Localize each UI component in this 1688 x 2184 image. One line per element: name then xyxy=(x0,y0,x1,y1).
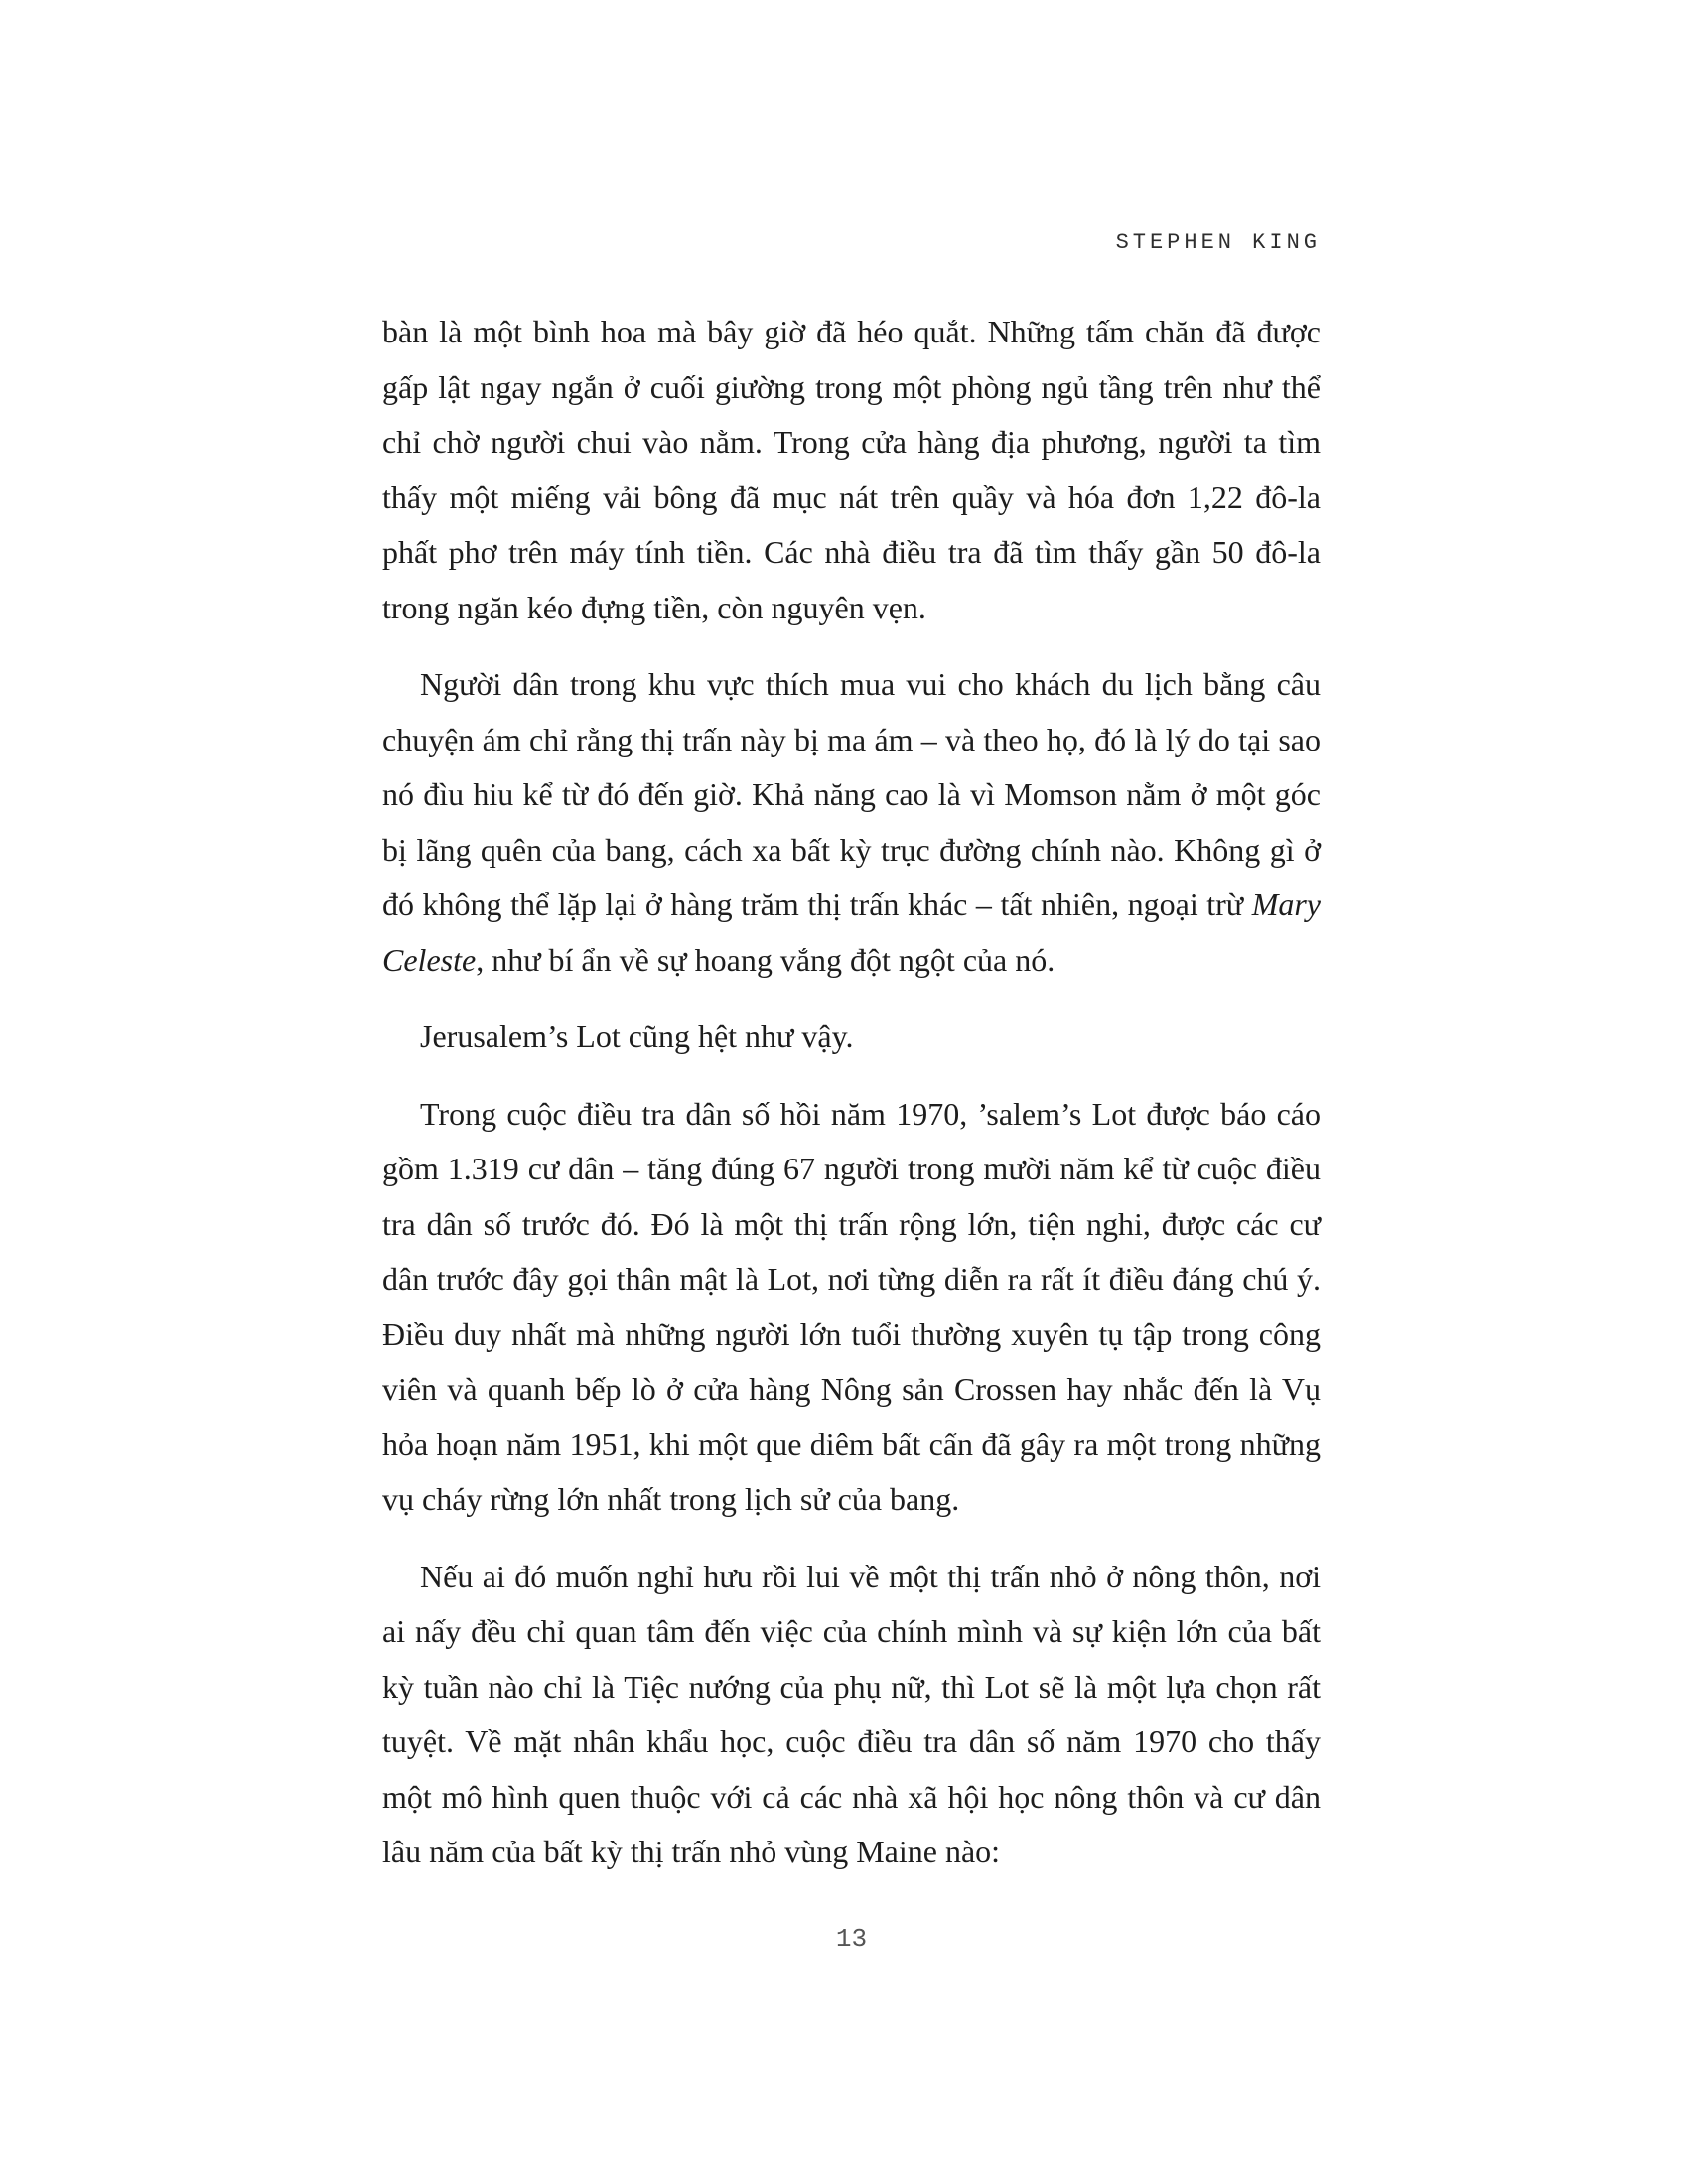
paragraph-text: bàn là một bình hoa mà bây giờ đã héo quắt. Những tấm chăn đã được gấp lật ngay ngắn ở cuối giường trong một phòng ngủ tầng trên như thể chỉ chờ người chui vào nằm. Trong cửa hàng địa phương, người ta tìm thấy một miếng vải bông đã mục nát trên quầy và hóa đơn 1,22 đô-la phất phơ trên máy tính tiền. Các nhà điều tra đã tìm thấy gần 50 đô-la trong ngăn kéo đựng tiền, còn nguyên vẹn. xyxy=(382,314,1321,625)
body-paragraph xyxy=(382,1087,1321,1528)
page-body-text xyxy=(382,305,1321,1902)
body-paragraph xyxy=(382,1010,1321,1065)
running-header-author: STEPHEN KING xyxy=(1115,230,1321,255)
paragraph-text: Người dân trong khu vực thích mua vui cho khách du lịch bằng câu chuyện ám chỉ rằng thị trấn này bị ma ám – và theo họ, đó là lý do tại sao nó đìu hiu kể từ đó đến giờ. Khả năng cao là vì Momson nằm ở một góc bị lãng quên của bang, cách xa bất kỳ trục đường chính nào. Không gì ở đó không thể lặp lại ở hàng trăm thị trấn khác – tất nhiên, ngoại trừ xyxy=(382,666,1321,922)
body-paragraph xyxy=(382,657,1321,988)
paragraph-text: Nếu ai đó muốn nghỉ hưu rồi lui về một thị trấn nhỏ ở nông thôn, nơi ai nấy đều chỉ quan tâm đến việc của chính mình và sự kiện lớn của bất kỳ tuần nào chỉ là Tiệc nướng của phụ nữ, thì Lot sẽ là một lựa chọn rất tuyệt. Về mặt nhân khẩu học, cuộc điều tra dân số năm 1970 cho thấy một mô hình quen thuộc với cả các nhà xã hội học nông thôn và cư dân lâu năm của bất kỳ thị trấn nhỏ vùng Maine nào: xyxy=(382,1558,1321,1869)
body-paragraph xyxy=(382,1550,1321,1880)
page-number: 13 xyxy=(835,1924,868,1954)
body-paragraph xyxy=(382,305,1321,635)
italic-ship-name: Mary Celeste xyxy=(382,887,1321,978)
paragraph-text: , như bí ẩn về sự hoang vắng đột ngột của nó. xyxy=(476,941,1055,978)
paragraph-text: Jerusalem’s Lot cũng hệt như vậy. xyxy=(420,1019,854,1054)
paragraph-text: Trong cuộc điều tra dân số hồi năm 1970, ’salem’s Lot được báo cáo gồm 1.319 cư dân – tăng đúng 67 người trong mười năm kể từ cuộc điều tra dân số trước đó. Đó là một thị trấn rộng lớn, tiện nghi, được các cư dân trước đây gọi thân mật là Lot, nơi từng diễn ra rất ít điều đáng chú ý. Điều duy nhất mà những người lớn tuổi thường xuyên tụ tập trong công viên và quanh bếp lò ở cửa hàng Nông sản Crossen hay nhắc đến là Vụ hỏa hoạn năm 1951, khi một que diêm bất cẩn đã gây ra một trong những vụ cháy rừng lớn nhất trong lịch sử của bang. xyxy=(382,1095,1321,1517)
